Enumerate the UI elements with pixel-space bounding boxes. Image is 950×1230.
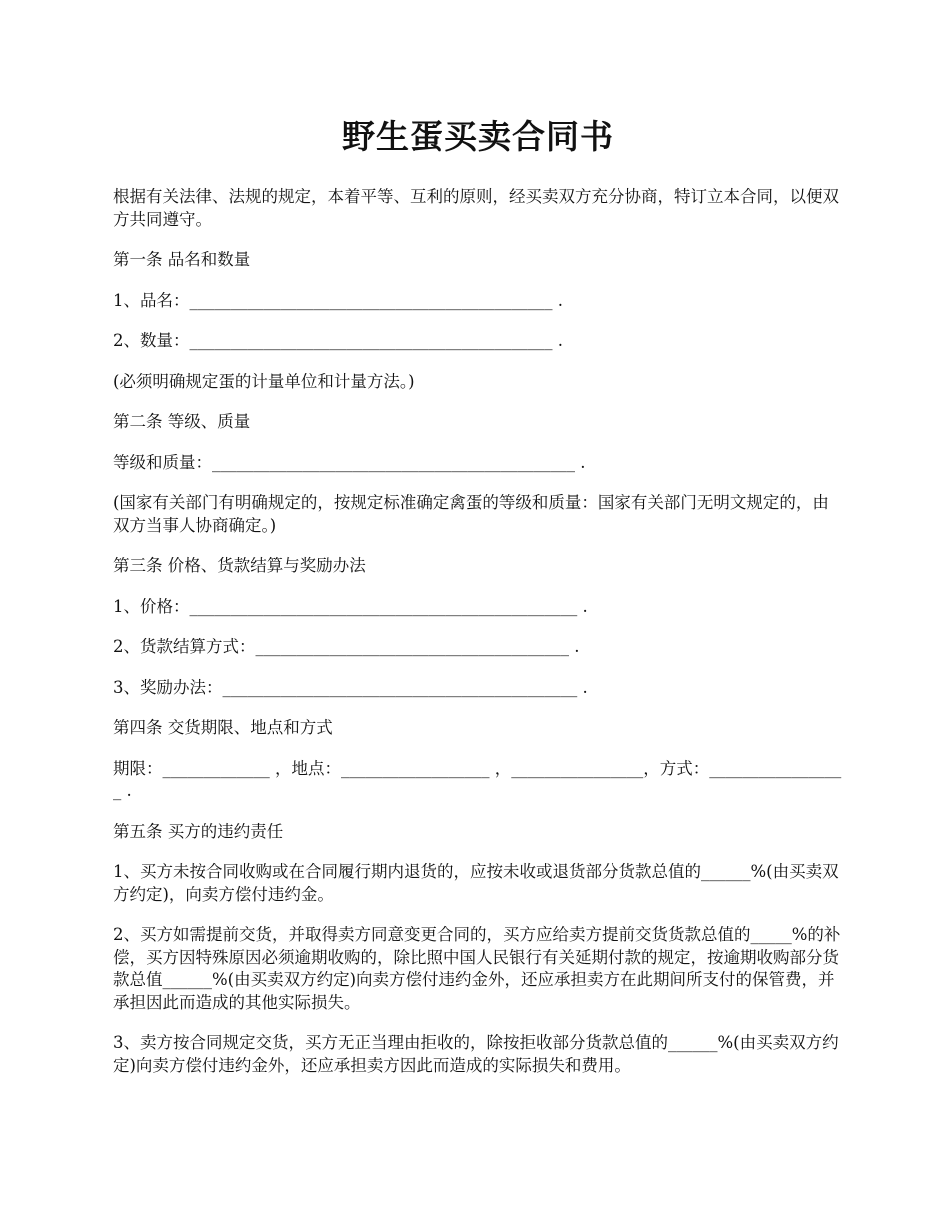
article-1-heading: 第一条 品名和数量 (113, 250, 251, 269)
liability-clause-3: 3、卖方按合同规定交货，买方无正当理由拒收的，除按拒收部分货款总值的______%(由买卖双方约定)向卖方偿付违约金外，还应承担卖方因此而造成的实际损失和费用。 (113, 1033, 839, 1075)
grade-quality-line: 等级和质量：____________________________________________ . (113, 452, 586, 472)
delivery-terms-line: 期限：_____________ ，地点：__________________ ，________________，方式：_________________ . (113, 758, 842, 800)
article-2-heading: 第二条 等级、质量 (113, 412, 251, 431)
document-page (113, 112, 843, 1095)
product-name-line: 1、品名：____________________________________________ . (113, 290, 563, 310)
preamble: 根据有关法律、法规的规定，本着平等、互利的原则，经买卖双方充分协商，特订立本合同，以便双方共同遵守。 (113, 187, 839, 229)
quantity-note: (必须明确规定蛋的计量单位和计量方法。) (113, 371, 415, 391)
price-line: 1、价格：_______________________________________________ . (113, 596, 588, 616)
quantity-line: 2、数量：____________________________________________ . (113, 331, 563, 350)
liability-clause-2: 2、买方如需提前交货，并取得卖方同意变更合同的，买方应给卖方提前交货货款总值的_____%的补偿，买方因特殊原因必须逾期收购的，除比照中国人民银行有关延期付款的规定，按逾期收购部分货款总值______%(由买卖双方约定)向卖方偿付违约金外，还应承担卖方在此期间所支付的保管费，并承担因此而造成的其他实际损失。 (113, 925, 841, 1012)
grade-quality-note: (国家有关部门有明确规定的，按规定标准确定禽蛋的等级和质量：国家有关部门无明文规定的，由双方当事人协商确定。) (113, 493, 829, 535)
document-title: 野生蛋买卖合同书 (342, 117, 614, 156)
settlement-line: 2、货款结算方式：______________________________________ . (113, 637, 580, 656)
article-5-heading: 第五条 买方的违约责任 (113, 821, 284, 841)
liability-clause-1: 1、买方未按合同收购或在合同履行期内退货的，应按未收或退货部分货款总值的______%(由买卖双方约定)，向卖方偿付违约金。 (113, 862, 839, 904)
article-4-heading: 第四条 交货期限、地点和方式 (113, 718, 333, 737)
reward-line: 3、奖励办法：___________________________________________ . (113, 677, 588, 697)
article-3-heading: 第三条 价格、货款结算与奖励办法 (113, 556, 366, 575)
